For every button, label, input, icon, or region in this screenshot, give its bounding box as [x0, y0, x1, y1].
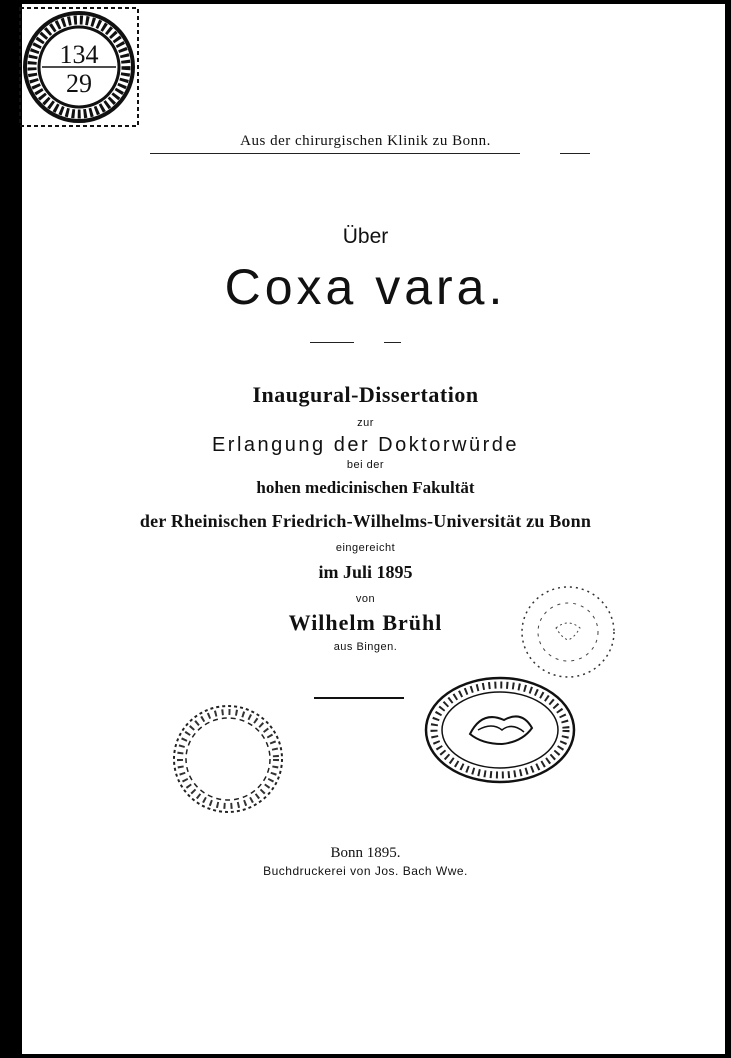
university-round-stamp	[168, 700, 288, 818]
title-divider-short	[384, 342, 401, 343]
scan-border-bottom	[0, 1054, 731, 1058]
eingereicht-line: eingereicht	[335, 542, 396, 554]
library-shelfmark-stamp	[18, 6, 140, 128]
scan-border-top	[0, 0, 731, 4]
university-line: der Rheinischen Friedrich-Wilhelms-Universität zu Bonn	[139, 511, 592, 531]
shelfmark-number-bottom: 29	[66, 69, 92, 98]
purpose-line: Erlangung der Doktorwürde	[211, 434, 520, 456]
author-origin: aus Bingen.	[333, 641, 398, 653]
title-preposition: Über	[342, 225, 389, 248]
shelfmark-number-top: 134	[59, 40, 99, 69]
author-name: Wilhelm Brühl	[288, 610, 443, 635]
library-oval-stamp	[420, 674, 580, 786]
institution-line: Aus der chirurgischen Klinik zu Bonn.	[240, 133, 491, 149]
submission-date: im Juli 1895	[318, 562, 413, 582]
header-rule-short	[560, 153, 590, 154]
faculty-line: hohen medicinischen Fakultät	[256, 478, 475, 497]
title-divider	[310, 342, 354, 343]
imprint-place-year: Bonn 1895.	[330, 845, 401, 861]
header-rule	[150, 153, 520, 154]
dissertation-heading: Inaugural-Dissertation	[252, 382, 479, 407]
page-title: Coxa vara.	[224, 259, 507, 315]
ornamental-rule	[314, 697, 404, 699]
von-line: von	[355, 593, 376, 605]
bei-der-line: bei der	[346, 459, 385, 471]
zur-line: zur	[357, 417, 374, 429]
imprint-printer: Buchdruckerei von Jos. Bach Wwe.	[263, 864, 468, 878]
faint-library-stamp	[518, 583, 618, 681]
